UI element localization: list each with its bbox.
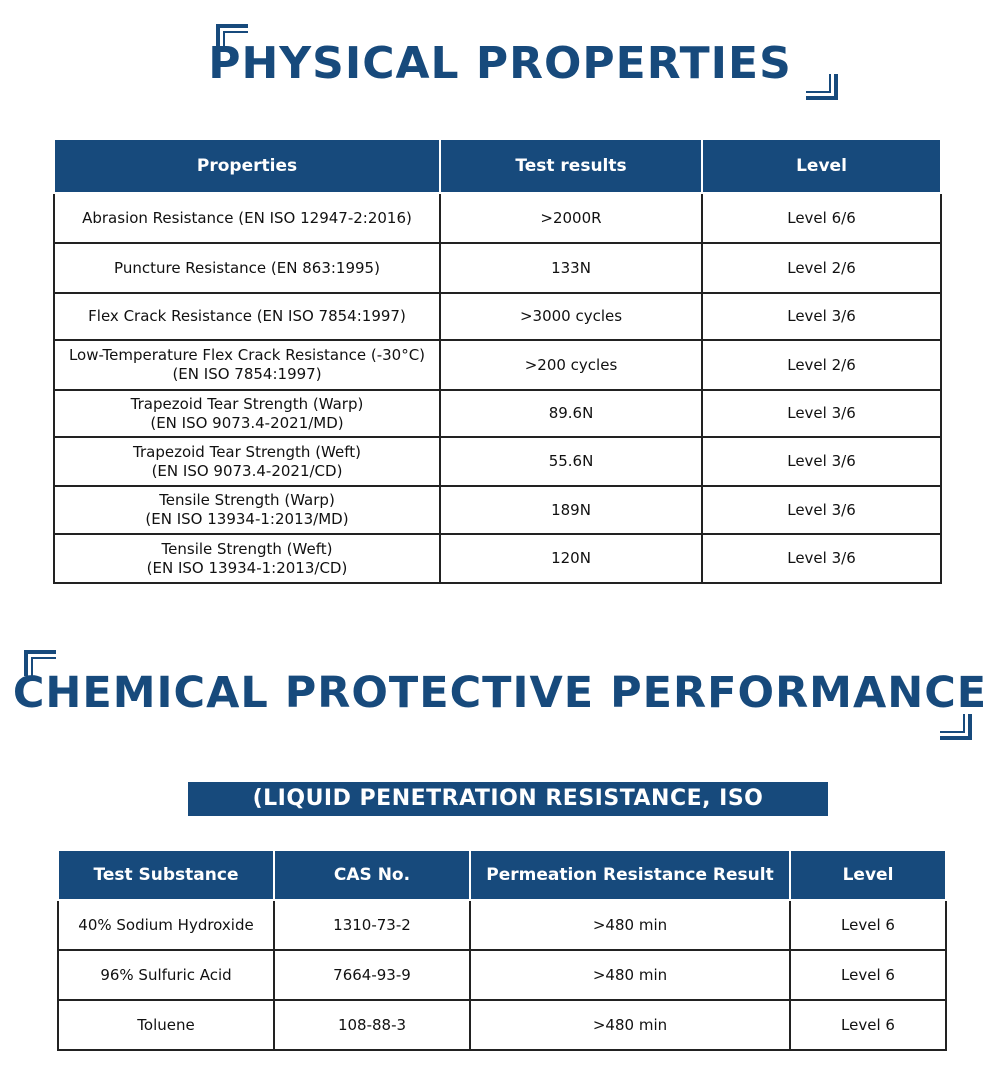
table-row [58,1000,946,1050]
table-header-row [58,850,946,900]
header-test-results: Test results [440,139,702,193]
test-result-cell: 89.6N [440,390,702,437]
property-cell [54,293,440,340]
property-cell [54,243,440,293]
property-line: (EN ISO 7854:1997) [172,365,322,383]
property-line: Low-Temperature Flex Crack Resistance (-30°C) [68,346,426,364]
level-cell: Level 6 [790,950,946,1000]
header-test-substance: Test Substance [58,850,274,900]
chemical-resistance-table [57,849,947,1051]
table-row [54,243,941,293]
test-result-cell: 120N [440,534,702,583]
property-line: Trapezoid Tear Strength (Weft) [133,442,361,461]
property-line: Puncture Resistance (EN 863:1995) [114,258,380,277]
table-row [54,486,941,534]
level-cell: Level 3/6 [702,390,941,437]
level-cell: Level 2/6 [702,340,941,390]
cas-cell: 1310-73-2 [274,900,470,950]
property-line: Tensile Strength (Weft) [161,539,333,558]
property-cell [54,486,440,534]
property-cell [54,437,440,486]
property-cell [54,534,440,583]
test-result-cell: 133N [440,243,702,293]
property-line: Abrasion Resistance (EN ISO 12947-2:2016) [82,208,412,227]
level-cell: Level 6 [790,900,946,950]
level-cell: Level 2/6 [702,243,941,293]
property-line: Tensile Strength (Warp) [159,491,335,509]
level-cell: Level 3/6 [702,486,941,534]
header-properties: Properties [54,139,440,193]
substance-cell: 40% Sodium Hydroxide [58,900,274,950]
table-row [58,900,946,950]
test-result-cell: >2000R [440,193,702,243]
property-line: Trapezoid Tear Strength (Warp) [130,394,364,413]
level-cell: Level 3/6 [702,437,941,486]
chemical-performance-title: CHEMICAL PROTECTIVE PERFORMANCE [12,668,988,718]
level-cell: Level 3/6 [702,534,941,583]
property-line: (EN ISO 9073.4-2021/MD) [150,413,344,432]
table-row [54,437,941,486]
test-result-cell: >3000 cycles [440,293,702,340]
table-header-row [54,139,941,193]
physical-properties-table [53,138,942,584]
table-row [54,293,941,340]
header-cas-no: CAS No. [274,850,470,900]
table-row [54,193,941,243]
chemical-subtitle: (LIQUID PENETRATION RESISTANCE, ISO 6529:2013) [188,782,828,816]
test-result-cell: >200 cycles [440,340,702,390]
physical-properties-title: PHYSICAL PROPERTIES [208,38,792,89]
property-line: (EN ISO 13934-1:2013/MD) [145,510,349,528]
level-cell: Level 3/6 [702,293,941,340]
property-line: Flex Crack Resistance (EN ISO 7854:1997) [88,307,406,325]
property-cell [54,193,440,243]
header-permeation-result: Permeation Resistance Result [470,850,790,900]
result-cell: >480 min [470,950,790,1000]
cas-cell: 7664-93-9 [274,950,470,1000]
table-row [58,950,946,1000]
table-row [54,340,941,390]
cas-cell: 108-88-3 [274,1000,470,1050]
test-result-cell: 189N [440,486,702,534]
substance-cell: 96% Sulfuric Acid [58,950,274,1000]
header-level: Level [790,850,946,900]
property-cell [54,340,440,390]
property-line: (EN ISO 9073.4-2021/CD) [151,461,343,480]
test-result-cell: 55.6N [440,437,702,486]
header-level: Level [702,139,941,193]
substance-cell: Toluene [58,1000,274,1050]
result-cell: >480 min [470,900,790,950]
table-row [54,390,941,437]
result-cell: >480 min [470,1000,790,1050]
table-row [54,534,941,583]
property-cell [54,390,440,437]
property-line: (EN ISO 13934-1:2013/CD) [146,558,348,577]
level-cell: Level 6 [790,1000,946,1050]
level-cell: Level 6/6 [702,193,941,243]
